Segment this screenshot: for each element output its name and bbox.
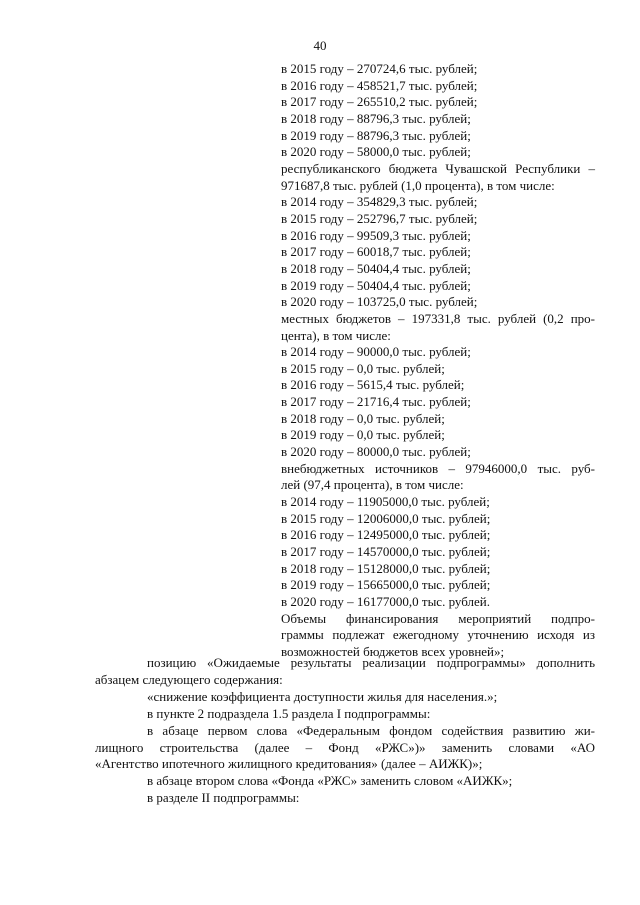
financing-block [281, 61, 595, 661]
financing-line: 971687,8 тыс. рублей (1,0 процента), в том числе: [281, 177, 555, 193]
financing-line: лей (97,4 процента), в том числе: [281, 477, 464, 493]
financing-line: в 2019 году – 88796,3 тыс. рублей; [281, 127, 471, 143]
financing-line: в 2015 году – 252796,7 тыс. рублей; [281, 210, 478, 226]
paragraph-line: позицию «Ожидаемые результаты реализации подпрограммы» дополнить [147, 655, 595, 670]
financing-line: возможностей бюджетов всех уровней»; [281, 643, 505, 659]
financing-line: в 2018 году – 0,0 тыс. рублей; [281, 410, 445, 426]
financing-line: граммы подлежат ежегодному уточнению исходя из [281, 627, 595, 643]
financing-line: в 2014 году – 11905000,0 тыс. рублей; [281, 494, 490, 510]
financing-line: в 2017 году – 14570000,0 тыс. рублей; [281, 544, 491, 560]
financing-line: в 2020 году – 58000,0 тыс. рублей; [281, 144, 471, 160]
financing-line: в 2017 году – 265510,2 тыс. рублей; [281, 94, 478, 110]
financing-line: в 2019 году – 0,0 тыс. рублей; [281, 427, 445, 443]
financing-line: в 2018 году – 88796,3 тыс. рублей; [281, 110, 471, 126]
paragraph: в абзаце втором слова «Фонда «РЖС» заменить словом «АИЖК»; [147, 773, 513, 789]
financing-line: в 2016 году – 458521,7 тыс. рублей; [281, 77, 478, 93]
financing-line: республиканского бюджета Чувашской Республики – [281, 160, 595, 176]
financing-line: в 2020 году – 16177000,0 тыс. рублей. [281, 594, 490, 609]
financing-line: цента), в том числе: [281, 327, 391, 343]
financing-line: в 2017 году – 21716,4 тыс. рублей; [281, 394, 471, 410]
financing-line: в 2016 году – 5615,4 тыс. рублей; [281, 377, 465, 393]
financing-line: в 2016 году – 12495000,0 тыс. рублей; [281, 527, 491, 543]
financing-line: в 2014 году – 354829,3 тыс. рублей; [281, 194, 478, 210]
amendment-text [95, 655, 595, 807]
paragraph: в пункте 2 подраздела 1.5 раздела I подпрограммы: [147, 705, 431, 721]
paragraph-line: абзацем следующего содержания: [95, 671, 283, 687]
financing-line: в 2020 году – 80000,0 тыс. рублей; [281, 444, 471, 460]
financing-line: Объемы финансирования мероприятий подпро- [281, 610, 595, 626]
financing-line: в 2015 году – 0,0 тыс. рублей; [281, 360, 445, 376]
page-number: 40 [313, 38, 327, 53]
financing-line: в 2018 году – 15128000,0 тыс. рублей; [281, 560, 491, 576]
financing-line: в 2020 году – 103725,0 тыс. рублей; [281, 294, 478, 310]
financing-line: в 2018 году – 50404,4 тыс. рублей; [281, 260, 471, 276]
paragraph-line: «Агентство ипотечного жилищного кредитования» (далее – АИЖК)»; [95, 756, 483, 772]
quoted-paragraph: «снижение коэффициента доступности жилья для населения.»; [147, 688, 498, 704]
financing-line: в 2015 году – 12006000,0 тыс. рублей; [281, 510, 491, 526]
financing-line: внебюджетных источников – 97946000,0 тыс. руб- [281, 460, 595, 476]
financing-line: в 2017 году – 60018,7 тыс. рублей; [281, 244, 471, 260]
financing-line: в 2019 году – 15665000,0 тыс. рублей; [281, 577, 491, 593]
paragraph-line: лищного строительства (далее – Фонд «РЖС»)» заменить словами «АО [95, 739, 595, 755]
paragraph: в разделе II подпрограммы: [147, 790, 300, 806]
financing-line: местных бюджетов – 197331,8 тыс. рублей (0,2 про- [281, 310, 595, 326]
financing-line: в 2016 году – 99509,3 тыс. рублей; [281, 227, 471, 243]
paragraph-line: в абзаце первом слова «Федеральным фондом содействия развитию жи- [147, 722, 595, 738]
financing-line: в 2019 году – 50404,4 тыс. рублей; [281, 277, 471, 293]
financing-line: в 2014 году – 90000,0 тыс. рублей; [281, 344, 471, 360]
financing-line: в 2015 году – 270724,6 тыс. рублей; [281, 61, 478, 76]
